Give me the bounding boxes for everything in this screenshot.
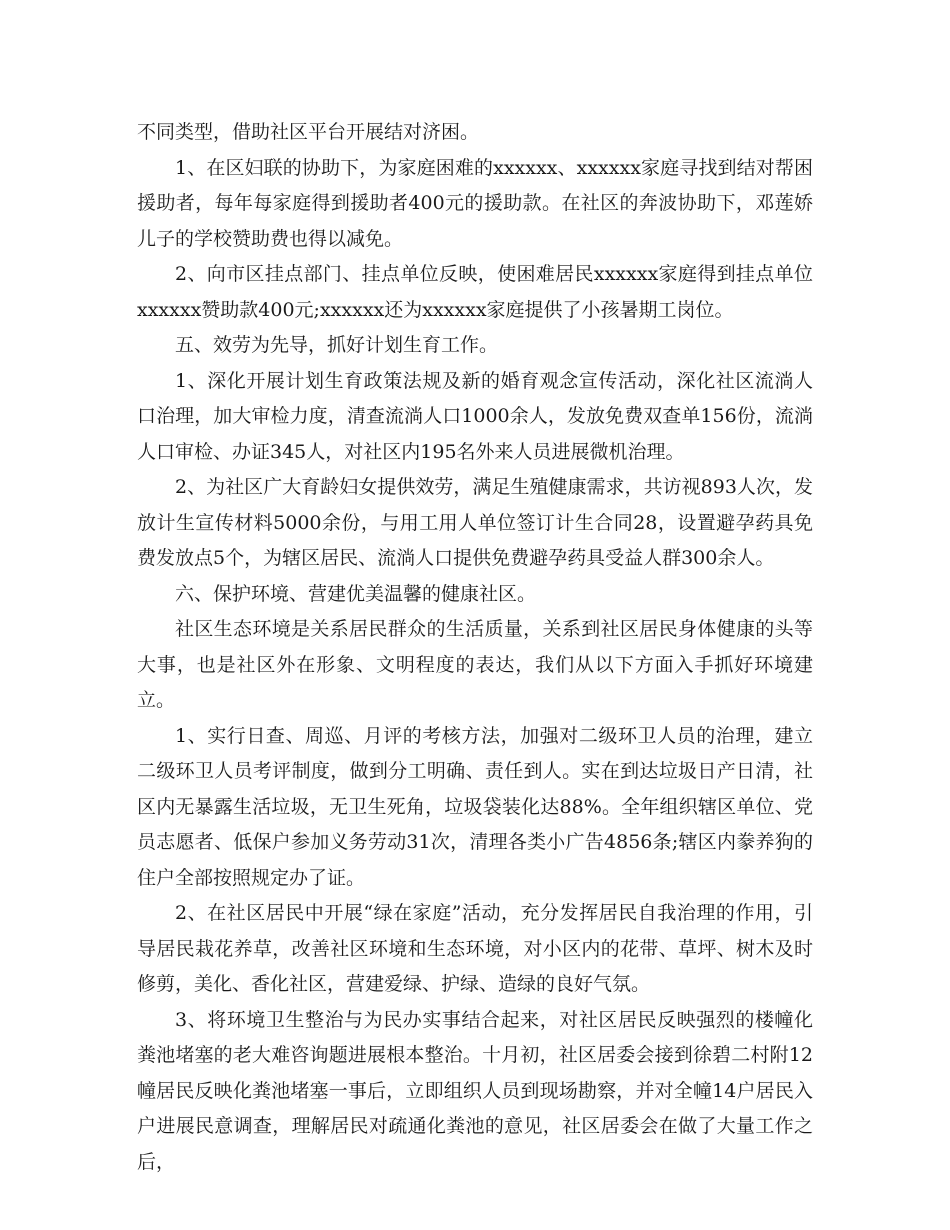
paragraph-5: 1、深化开展计划生育政策法规及新的婚育观念宣传活动，深化社区流淌人口治理，加大审检力度，清查流淌人口1000余人，发放免费双查单156份，流淌人口审检、办证345人，对社区内195名外来人员进展微机治理。 (137, 369, 813, 463)
paragraph-6: 2、为社区广大育龄妇女提供效劳，满足生殖健康需求，共访视893人次，发放计生宣传材料5000余份，与用工用人单位签订计生合同28，设置避孕药具免费发放点5个，为辖区居民、流淌人口提供免费避孕药具受益人群300余人。 (137, 476, 813, 569)
paragraph-9: 1、实行日查、周巡、月评的考核方法，加强对二级环卫人员的治理，建立二级环卫人员考评制度，做到分工明确、责任到人。实在到达垃圾日产日清，社区内无暴露生活垃圾，无卫生死角，垃圾袋装化达88%。全年组织辖区单位、党员志愿者、低保户参加义务劳动31次，清理各类小广告4856条;辖区内豢养狗的住户全部按照规定办了证。 (137, 724, 813, 889)
paragraph-11: 3、将环境卫生整治与为民办实事结合起来，对社区居民反映强烈的楼幢化粪池堵塞的老大难咨询题进展根本整治。十月初，社区居委会接到徐碧二村附12幢居民反映化粪池堵塞一事后，立即组织人员到现场勘察，并对全幢14户居民入户进展民意调查，理解居民对疏通化粪池的意见，社区居委会在做了大量工作之后， (137, 1008, 813, 1173)
section-heading-5: 五、效劳为先导，抓好计划生育工作。 (175, 334, 499, 356)
section-heading-6: 六、保护环境、营建优美温馨的健康社区。 (175, 582, 537, 605)
paragraph-8: 社区生态环境是关系居民群众的生活质量，关系到社区居民身体健康的头等大事，也是社区外在形象、文明程度的表达，我们从以下方面入手抓好环境建立。 (137, 618, 813, 711)
document-page (137, 115, 813, 1180)
paragraph-1: 不同类型，借助社区平台开展结对济困。 (137, 121, 480, 143)
paragraph-3: 2、向市区挂点部门、挂点单位反映，使困难居民xxxxxx家庭得到挂点单位xxxxxx赞助款400元;xxxxxx还为xxxxxx家庭提供了小孩暑期工岗位。 (137, 263, 813, 321)
paragraph-2: 1、在区妇联的协助下，为家庭困难的xxxxxx、xxxxxx家庭寻找到结对帮困援助者，每年每家庭得到援助者400元的援助款。在社区的奔波协助下，邓莲娇儿子的学校赞助费也得以减免。 (137, 156, 813, 250)
paragraph-10: 2、在社区居民中开展“绿在家庭”活动，充分发挥居民自我治理的作用，引导居民栽花养草，改善社区环境和生态环境，对小区内的花带、草坪、树木及时修剪，美化、香化社区，营建爱绿、护绿、造绿的良好气氛。 (137, 902, 813, 995)
